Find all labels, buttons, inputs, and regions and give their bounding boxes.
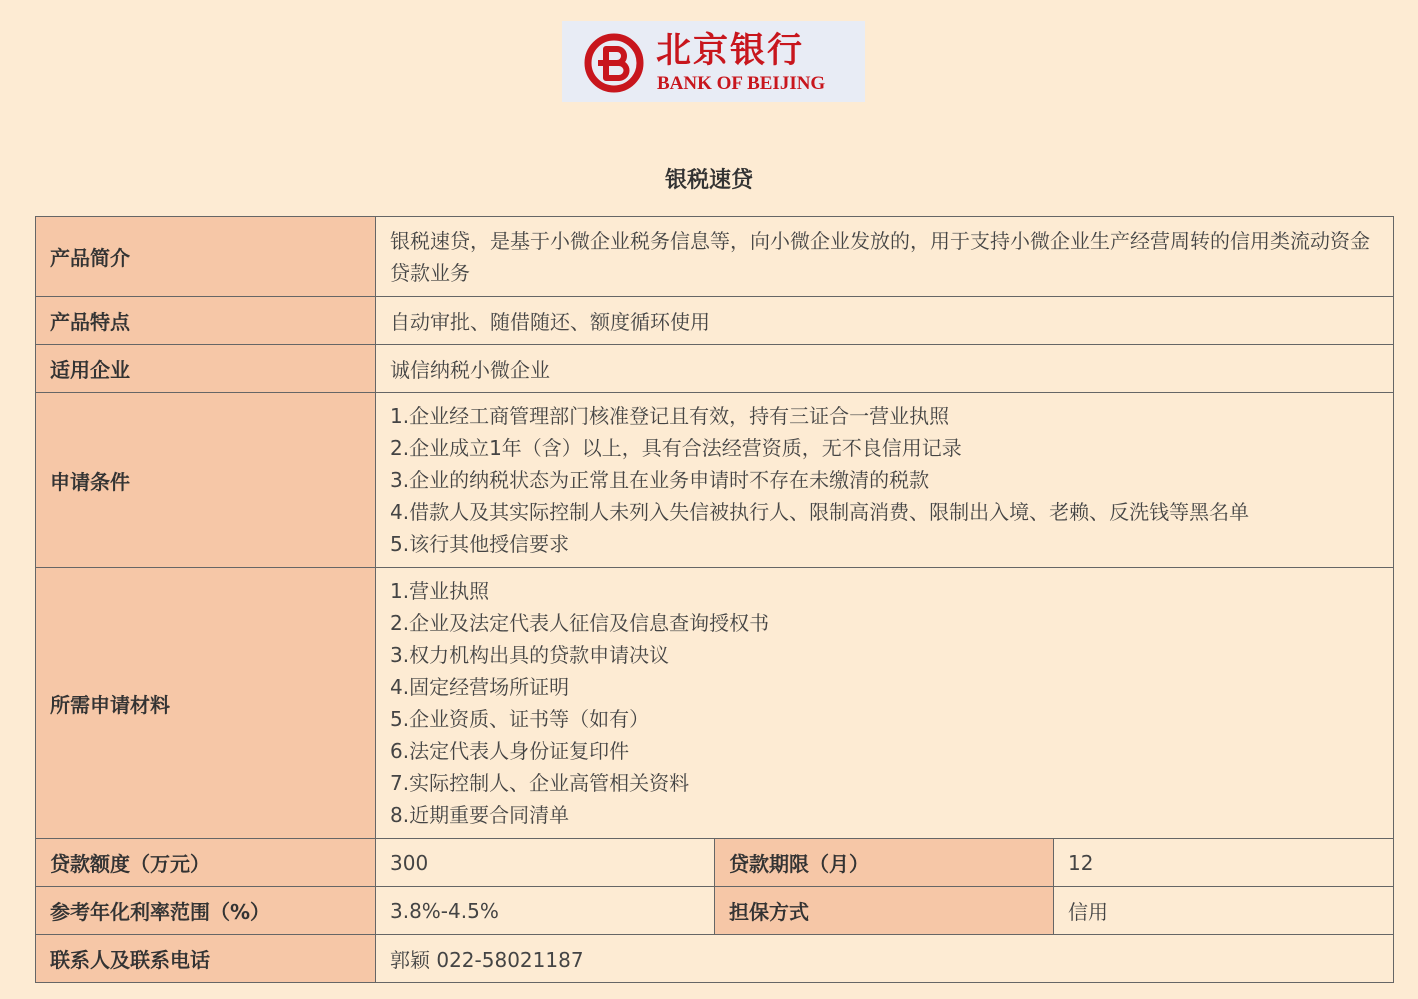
row-intro <box>36 217 1394 297</box>
material-item: 8.近期重要合同清单 <box>390 803 570 827</box>
material-item: 1.营业执照 <box>390 579 490 603</box>
contact-value: 郭颖 022-58021187 <box>376 935 1394 983</box>
rate-label: 参考年化利率范围（%） <box>36 887 376 935</box>
row-features <box>36 297 1394 345</box>
bank-logo-icon <box>584 33 644 93</box>
material-item: 5.企业资质、证书等（如有） <box>390 707 650 731</box>
page-title: 银税速贷 <box>664 168 753 193</box>
material-item: 2.企业及法定代表人征信及信息查询授权书 <box>390 611 770 635</box>
bank-logo-name-cn: 北京银行 <box>656 30 805 71</box>
bank-logo <box>562 21 865 102</box>
material-item: 7.实际控制人、企业高管相关资料 <box>390 771 690 795</box>
term-value: 12 <box>1054 839 1394 887</box>
rate-value: 3.8%-4.5% <box>376 887 715 935</box>
amount-label: 贷款额度（万元） <box>36 839 376 887</box>
guarantee-label: 担保方式 <box>715 887 1054 935</box>
target-label: 适用企业 <box>36 345 376 393</box>
row-amount-term <box>36 839 1394 887</box>
amount-value: 300 <box>376 839 715 887</box>
conditions-list <box>376 393 1394 568</box>
row-contact <box>36 935 1394 983</box>
material-item: 3.权力机构出具的贷款申请决议 <box>390 643 670 667</box>
condition-item: 1.企业经工商管理部门核准登记且有效，持有三证合一营业执照 <box>390 404 950 428</box>
condition-item: 4.借款人及其实际控制人未列入失信被执行人、限制高消费、限制出入境、老赖、反洗钱等黑名单 <box>390 500 1250 524</box>
materials-list <box>376 568 1394 839</box>
materials-label: 所需申请材料 <box>36 568 376 839</box>
features-label: 产品特点 <box>36 297 376 345</box>
conditions-label: 申请条件 <box>36 393 376 568</box>
row-target <box>36 345 1394 393</box>
material-item: 4.固定经营场所证明 <box>390 675 570 699</box>
condition-item: 2.企业成立1年（含）以上，具有合法经营资质，无不良信用记录 <box>390 436 962 460</box>
features-value: 自动审批、随借随还、额度循环使用 <box>376 297 1394 345</box>
term-label: 贷款期限（月） <box>715 839 1054 887</box>
target-value: 诚信纳税小微企业 <box>376 345 1394 393</box>
contact-label: 联系人及联系电话 <box>36 935 376 983</box>
intro-label: 产品简介 <box>36 217 376 297</box>
condition-item: 3.企业的纳税状态为正常且在业务申请时不存在未缴清的税款 <box>390 468 930 492</box>
product-info-table <box>35 216 1394 983</box>
intro-value: 银税速贷，是基于小微企业税务信息等，向小微企业发放的，用于支持小微企业生产经营周转的信用类流动资金贷款业务 <box>376 217 1394 297</box>
guarantee-value: 信用 <box>1054 887 1394 935</box>
material-item: 6.法定代表人身份证复印件 <box>390 739 630 763</box>
row-rate-guarantee <box>36 887 1394 935</box>
row-conditions <box>36 393 1394 568</box>
bank-logo-name-en: BANK OF BEIJING <box>657 73 826 94</box>
condition-item: 5.该行其他授信要求 <box>390 532 570 556</box>
row-materials <box>36 568 1394 839</box>
